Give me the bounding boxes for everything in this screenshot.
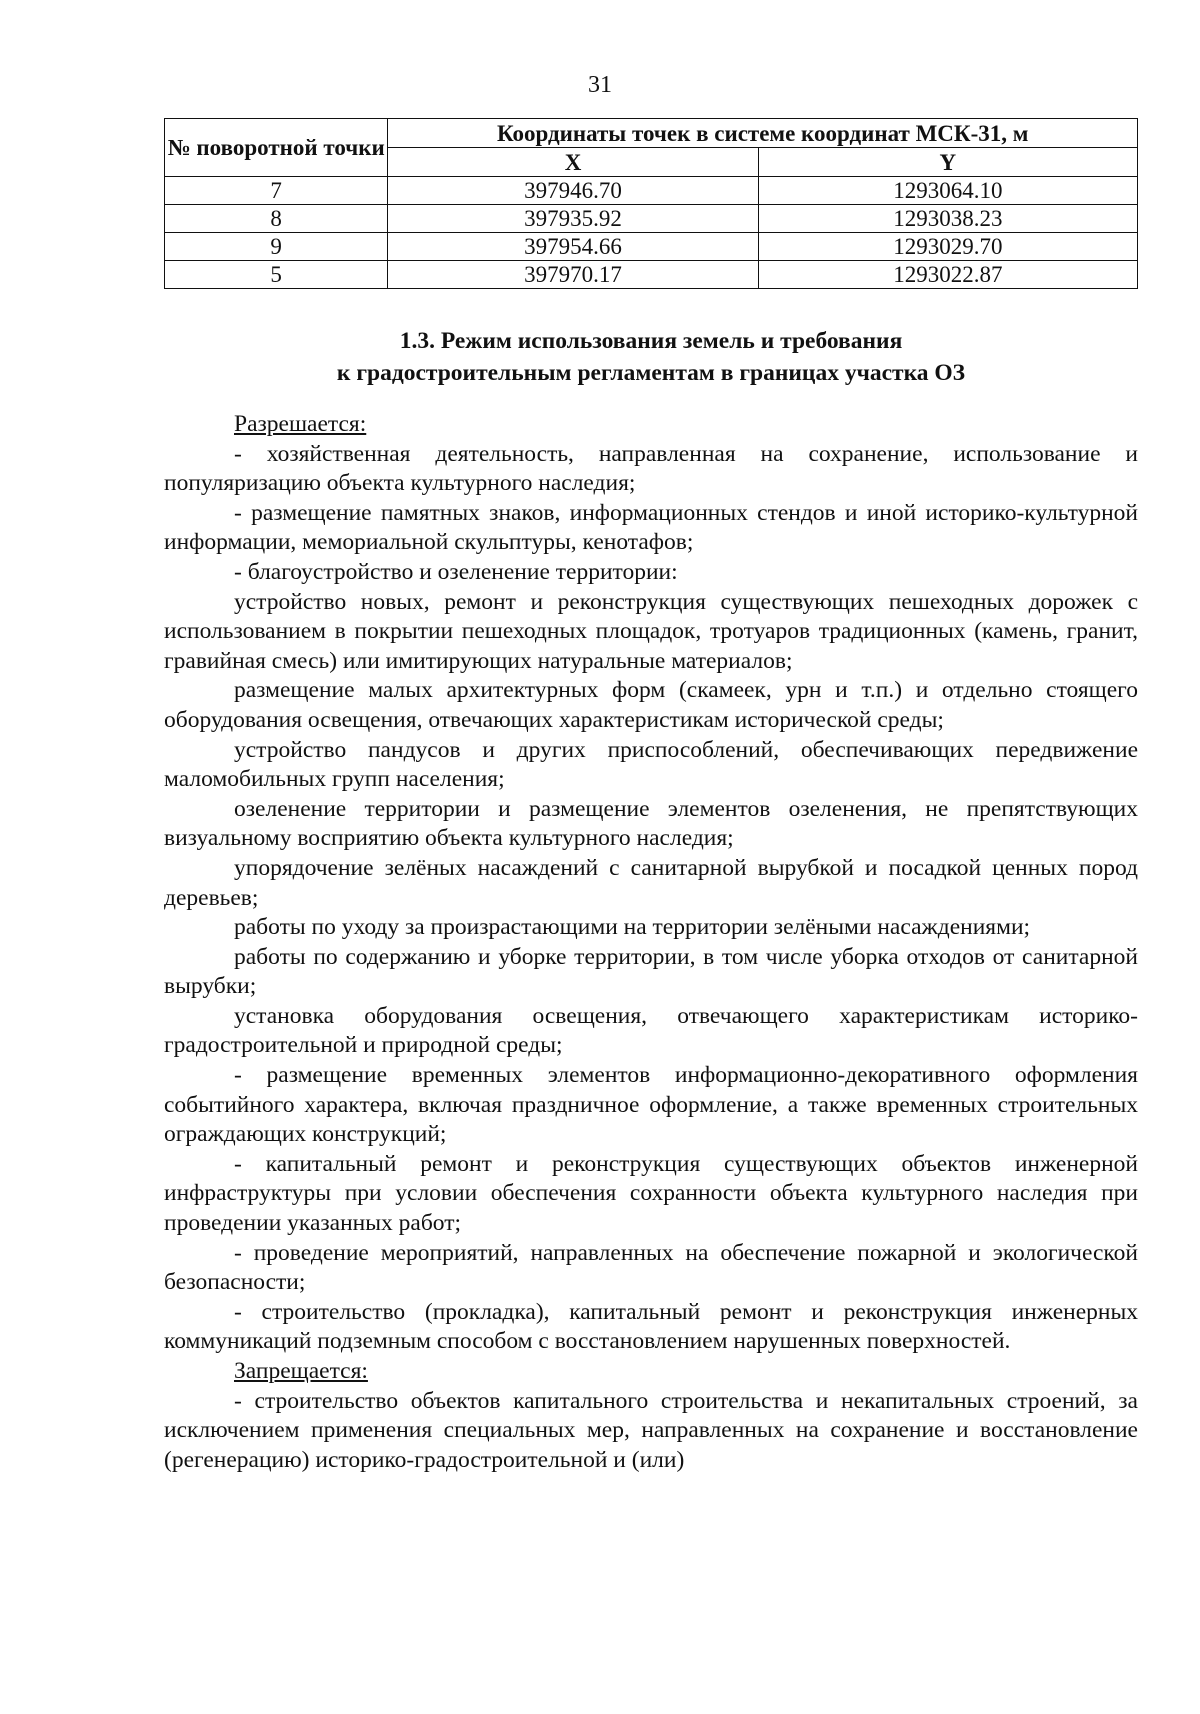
header-coordinates: Координаты точек в системе координат МСК-31, м [388, 119, 1138, 148]
table-row [165, 177, 1138, 205]
permitted-item: - хозяйственная деятельность, направленная на сохранение, использование и популяризацию объекта культурного наследия; [164, 440, 1138, 497]
permitted-heading: Разрешается: [234, 411, 367, 437]
header-point-number: № поворотной точки [165, 119, 388, 177]
cell-y: 1293029.70 [758, 233, 1137, 261]
permitted-item: - проведение мероприятий, направленных на обеспечение пожарной и экологической безопасности; [164, 1239, 1138, 1296]
coordinates-table [164, 118, 1138, 289]
section-title-line-2: к градостроительным регламентам в границах участка ОЗ [336, 360, 966, 386]
prohibited-item: - строительство объектов капитального строительства и некапитальных строений, за исключением применения специальных мер, направленных на сохранение и восстановление (регенерацию) историко-градостроительной и (или) [164, 1387, 1138, 1473]
permitted-item: - строительство (прокладка), капитальный ремонт и реконструкция инженерных коммуникаций подземным способом с восстановлением нарушенных поверхностей. [164, 1298, 1138, 1355]
permitted-item: устройство новых, ремонт и реконструкция существующих пешеходных дорожек с использованием в покрытии пешеходных площадок, тротуаров традиционных (камень, гранит, гравийная смесь) или имитирующих натуральные материалов; [164, 588, 1138, 674]
cell-y: 1293022.87 [758, 261, 1137, 289]
header-y: Y [758, 148, 1137, 177]
cell-point: 8 [165, 205, 388, 233]
page-number: 31 [588, 72, 612, 98]
section-title-line-1: 1.3. Режим использования земель и требования [399, 328, 903, 354]
permitted-item: - размещение временных элементов информационно-декоративного оформления событийного характера, включая праздничное оформление, а также временных строительных ограждающих конструкций; [164, 1062, 1138, 1148]
permitted-item: размещение малых архитектурных форм (скамеек, урн и т.п.) и отдельно стоящего оборудования освещения, отвечающих характеристикам исторической среды; [164, 677, 1138, 733]
permitted-item: - капитальный ремонт и реконструкция существующих объектов инженерной инфраструктуры при условии обеспечения сохранности объекта культурного наследия при проведении указанных работ; [164, 1150, 1138, 1237]
permitted-item: работы по уходу за произрастающими на территории зелёными насаждениями; [234, 914, 1031, 941]
cell-point: 7 [165, 177, 388, 205]
table-header-row [165, 119, 1138, 148]
table-row [165, 233, 1138, 261]
section-title [164, 325, 1138, 389]
permitted-item: работы по содержанию и уборке территории, в том числе уборка отходов от санитарной вырубки; [164, 943, 1138, 1000]
cell-point: 5 [165, 261, 388, 289]
permitted-item: озеленение территории и размещение элементов озеленения, не препятствующих визуальному восприятию объекта культурного наследия; [164, 795, 1138, 852]
cell-y: 1293038.23 [758, 205, 1137, 233]
cell-x: 397954.66 [388, 233, 758, 261]
header-x: X [388, 148, 758, 177]
cell-x: 397970.17 [388, 261, 758, 289]
cell-y: 1293064.10 [758, 177, 1137, 205]
cell-point: 9 [165, 233, 388, 261]
prohibited-heading: Запрещается: [234, 1358, 368, 1384]
table-row [165, 205, 1138, 233]
cell-x: 397935.92 [388, 205, 758, 233]
regulation-text [164, 410, 1138, 1475]
permitted-item: - благоустройство и озеленение территории: [234, 558, 678, 585]
permitted-item: устройство пандусов и других приспособлений, обеспечивающих передвижение маломобильных групп населения; [164, 736, 1138, 793]
permitted-item: установка оборудования освещения, отвечающего характеристикам историко-градостроительной и природной среды; [164, 1002, 1138, 1059]
table-row [165, 261, 1138, 289]
permitted-item: упорядочение зелёных насаждений с санитарной вырубкой и посадкой ценных пород деревьев; [164, 854, 1138, 911]
permitted-item: - размещение памятных знаков, информационных стендов и иной историко-культурной информации, мемориальной скульптуры, кенотафов; [164, 499, 1138, 556]
cell-x: 397946.70 [388, 177, 758, 205]
